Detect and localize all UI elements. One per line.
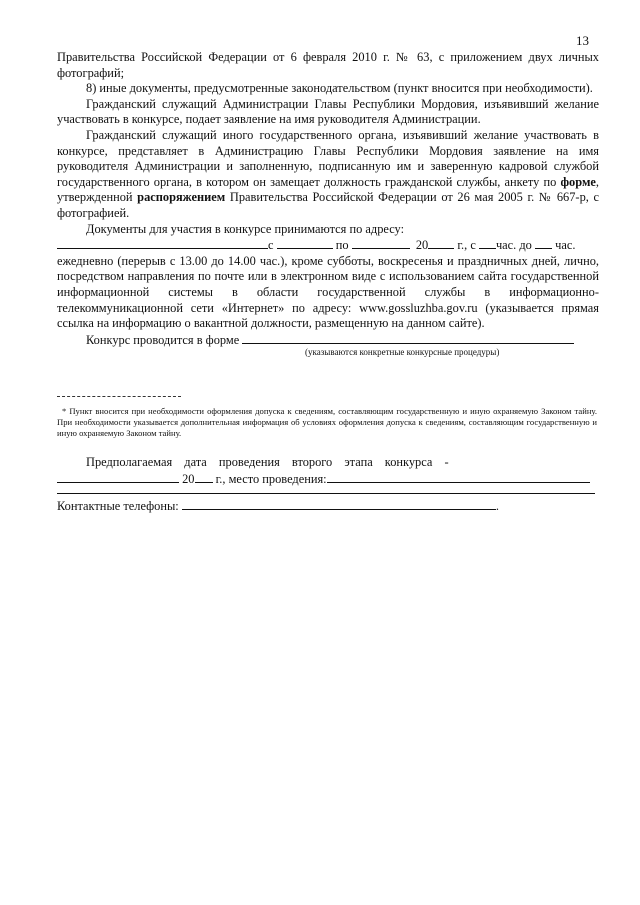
second-stage-label: Предполагаемая дата проведения второго этапа конкурса - bbox=[86, 455, 449, 469]
contacts-blank bbox=[182, 498, 496, 510]
from-date-blank bbox=[277, 237, 333, 249]
to-label: по bbox=[335, 238, 349, 253]
year-blank bbox=[428, 237, 454, 249]
second-stage-block bbox=[57, 455, 599, 515]
hour-from-blank bbox=[479, 237, 496, 249]
second-stage-place-blank bbox=[327, 471, 590, 483]
contest-form-label: Конкурс проводится в форме bbox=[86, 332, 240, 347]
paragraph-4-mid: , утвержденной bbox=[57, 174, 599, 205]
contacts-label: Контактные телефоны: bbox=[57, 499, 179, 514]
hour-label: час. bbox=[555, 238, 576, 253]
time-to-label: час. до bbox=[495, 238, 532, 253]
address-line bbox=[57, 237, 599, 254]
form-link: форме bbox=[560, 174, 596, 189]
second-stage-line bbox=[57, 471, 599, 488]
to-date-blank bbox=[352, 237, 410, 249]
place-continuation-line bbox=[57, 493, 595, 494]
second-stage-year-blank bbox=[195, 471, 213, 483]
contest-form-blank bbox=[242, 332, 574, 344]
footnote-divider bbox=[57, 396, 181, 397]
main-text bbox=[57, 50, 599, 358]
order-link: распоряжением bbox=[137, 190, 226, 205]
paragraph-4-start: Гражданский служащий иного государственного органа, изъявивший желание участвовать в конкурсе, представляет в Администрацию Главы Республики Мордовия заявление на имя руководителя Администрации и заполненную, подписанную им и заверенную кадровой службой государственного органа, в котором он замещает должность гражданской службы, анкету по bbox=[57, 127, 599, 189]
footnote-text: * Пункт вносится при необходимости оформления допуска к сведениям, составляющим государственную и иную охраняемую Законом тайну. При необходимости указывается дополнительная информация об условиях оформления допуска к сведениям, составляющим государственную и иную охраняемую Законом тайну. bbox=[57, 406, 597, 438]
contacts-line bbox=[57, 498, 599, 515]
second-stage-date-blank bbox=[57, 471, 179, 483]
contest-form-caption: (указываются конкретные конкурсные процедуры) bbox=[305, 347, 500, 358]
footnote bbox=[57, 406, 597, 439]
paragraph-5-rest: ежедневно (перерыв с 13.00 до 14.00 час.), кроме субботы, воскресенья и праздничных дней, лично, посредством направления по почте или в электронном виде с использованием сайта государственной информационной системы в области государственной службы в информационно-телекоммуникационной сети «Интернет» по адресу: www.gossluzhba.gov.ru (указывается прямая ссылка на информацию о вакантной должности, размещенную на данном сайте). bbox=[57, 253, 599, 331]
paragraph-1: Правительства Российской Федерации от 6 февраля 2010 г. № 63, с приложением двух личных фотографий; bbox=[57, 50, 599, 80]
time-from-label: г., с bbox=[457, 238, 476, 253]
second-stage-place-label: г., место проведения: bbox=[215, 471, 327, 486]
contest-form-line bbox=[57, 332, 599, 349]
from-label: с bbox=[268, 238, 274, 253]
paragraph-3: Гражданский служащий Администрации Главы Республики Мордовия, изъявивший желание участвовать в конкурсе, подает заявление на имя руководителя Администрации. bbox=[57, 96, 599, 127]
paragraph-4-end: Правительства Российской Федерации от 26 мая 2005 г. № 667-р, с фотографией. bbox=[57, 190, 599, 220]
year-prefix: 20 bbox=[415, 238, 429, 253]
contacts-end: . bbox=[495, 499, 499, 514]
paragraph-2: 8) иные документы, предусмотренные законодательством (пункт вносится при необходимости). bbox=[86, 81, 593, 96]
hour-to-blank bbox=[535, 237, 552, 249]
address-blank bbox=[57, 237, 268, 249]
paragraph-5-intro: Документы для участия в конкурсе принимаются по адресу: bbox=[86, 221, 405, 236]
second-stage-year: 20 bbox=[182, 471, 195, 486]
paragraph-4 bbox=[57, 128, 599, 222]
page-number: 13 bbox=[576, 33, 589, 48]
